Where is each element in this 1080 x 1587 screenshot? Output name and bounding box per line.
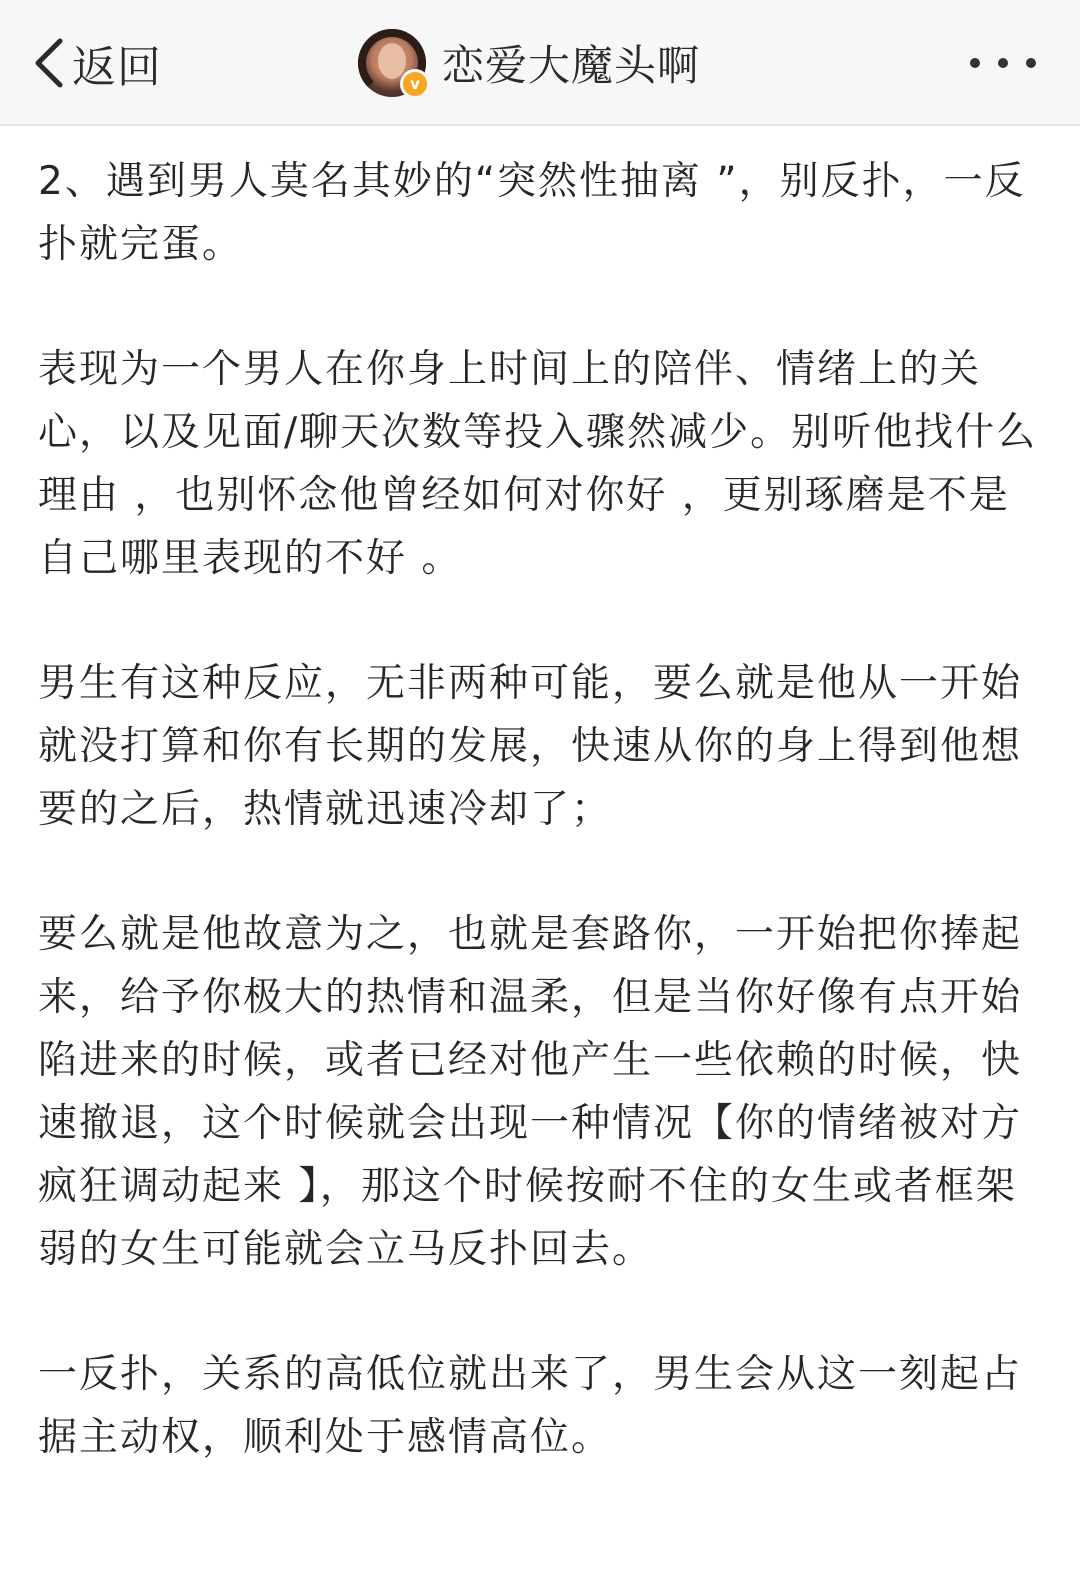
top-navigation-bar — [0, 0, 1080, 126]
article-paragraph: 2、遇到男人莫名其妙的“突然性抽离 ”，别反扑，一反扑就完蛋。 — [38, 159, 1026, 267]
user-name[interactable]: 恋爱大魔头啊 — [442, 41, 701, 90]
back-label: 返回 — [72, 42, 162, 93]
back-button[interactable] — [30, 30, 162, 96]
article-paragraph: 一反扑，关系的高低位就出来了，男生会从这一刻起占据主动权，顺利处于感情高位。 — [38, 1352, 1023, 1460]
user-header[interactable] — [358, 27, 700, 99]
more-dot-icon — [998, 58, 1008, 68]
more-dot-icon — [970, 58, 980, 68]
chevron-left-icon — [30, 35, 68, 91]
more-dot-icon — [1026, 58, 1036, 68]
more-options-button[interactable] — [970, 50, 1036, 76]
avatar[interactable] — [358, 29, 426, 97]
article-paragraph: 要么就是他故意为之，也就是套路你，一开始把你捧起来，给予你极大的热情和温柔，但是当你好像有点开始陷进来的时候，或者已经对他产生一些依赖的时候，快速撤退，这个时候就会出现一种情况【你的情绪被对方疯狂调动起来 】，那这个时候按耐不住的女生或者框架弱的女生可能就会立马反扑回去。 — [38, 912, 1023, 1272]
avatar-face — [378, 43, 406, 79]
article-paragraph: 男生有这种反应，无非两种可能，要么就是他从一开始就没打算和你有长期的发展，快速从你的身上得到他想要的之后，热情就迅速冷却了； — [38, 661, 1023, 832]
verified-badge-icon: v — [400, 69, 430, 99]
article-paragraph: 表现为一个男人在你身上时间上的陪伴、情绪上的关心，以及见面/聊天次数等投入骤然减少。别听他找什么理由 ，也别怀念他曾经如何对你好 ，更别琢磨是不是自己哪里表现的不好 。 — [38, 347, 1038, 581]
article-body — [38, 150, 1038, 1531]
